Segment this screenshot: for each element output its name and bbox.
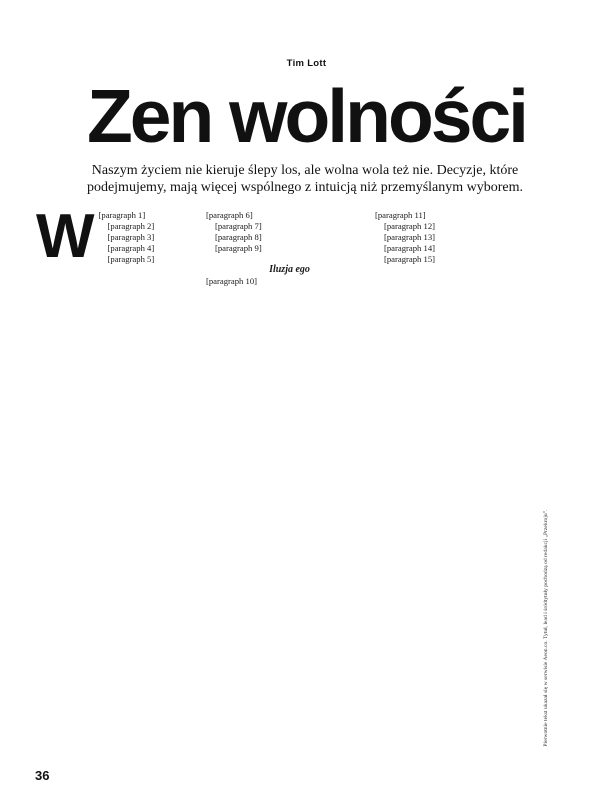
body-paragraph: [paragraph 5]: [107, 254, 155, 264]
section-subhead: Iluzja ego: [269, 264, 310, 275]
body-paragraph: [paragraph 1]: [98, 210, 146, 220]
body-paragraph: [paragraph 15]: [384, 254, 436, 264]
text-column-3: [375, 210, 533, 265]
body-paragraph: [paragraph 14]: [384, 243, 436, 253]
body-paragraph: [paragraph 2]: [107, 221, 155, 231]
page-number: 36: [35, 768, 50, 783]
source-note: [541, 478, 551, 778]
text-column-2: [206, 210, 364, 287]
body-paragraph: [paragraph 7]: [215, 221, 262, 231]
body-paragraph: [paragraph 10]: [206, 276, 258, 286]
drop-cap: W: [36, 202, 95, 271]
author-byline: Tim Lott: [286, 58, 327, 69]
body-paragraph: [paragraph 6]: [206, 210, 253, 220]
body-paragraph: [paragraph 9]: [215, 243, 262, 253]
body-paragraph: [paragraph 12]: [384, 221, 436, 231]
article-lead: Naszym życiem nie kieruje ślepy los, ale wolna wola też nie. Decyzje, które podejmujemy, mają więcej wspólnego z intuicją niż przemyślanym wyborem.: [86, 163, 524, 195]
body-paragraph: [paragraph 13]: [384, 232, 436, 242]
source-note-text: Pierwotnie tekst ukazał się w serwisie Aeon.co. Tytuł, lead i śródtytuły pochodzą od redakcji „Przekroju”.: [543, 509, 549, 747]
body-paragraph: [paragraph 3]: [107, 232, 155, 242]
article-title: Zen wolności: [86, 74, 527, 158]
body-paragraph: [paragraph 8]: [215, 232, 262, 242]
text-column-1: [36, 202, 195, 271]
body-paragraph: [paragraph 11]: [375, 210, 426, 220]
body-paragraph: [paragraph 4]: [107, 243, 155, 253]
